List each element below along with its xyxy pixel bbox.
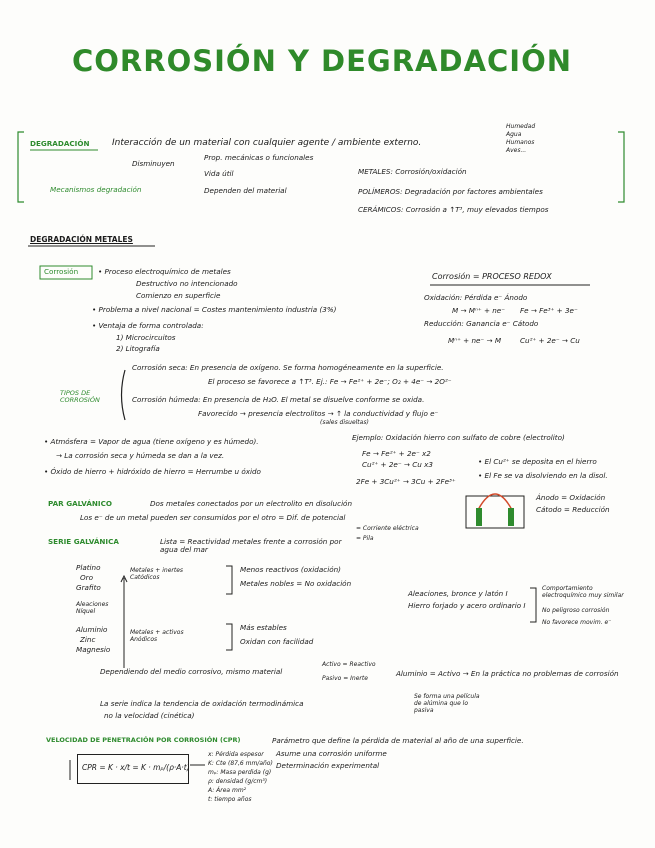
no-favorece: No favorece movim. e⁻ <box>542 619 612 626</box>
atmosfera-line1: • Atmósfera = Vapor de agua (tiene oxígeno y es húmedo). <box>44 437 259 446</box>
metal-aluminio: Aluminio <box>76 625 108 634</box>
eq-total: 2Fe + 3Cu²⁺ → 3Cu + 2Fe³⁺ <box>356 477 456 486</box>
cu-deposita: • El Cu²⁺ se deposita en el hierro <box>478 457 597 466</box>
humeda-text: Corrosión húmeda: En presencia de H₂O. El metal se disuelve conforme se oxida. <box>132 395 425 404</box>
nobles-catodicos: Metales + inertes Catódicos <box>130 567 184 581</box>
dependiendo-medio: Dependiendo del medio corrosivo, mismo material <box>100 667 283 676</box>
pila-text: = Pila <box>356 535 374 542</box>
sales-text: (sales disueltas) <box>320 419 369 426</box>
par-text: Dos metales conectados por un electrolito en disolución <box>150 499 353 508</box>
pasivo-inerte: Pasivo = Inerte <box>322 675 368 682</box>
corrosion-label: Corrosión <box>44 267 79 276</box>
aluminio-activo: Aluminio = Activo → En la práctica no problemas de corrosión <box>396 669 619 678</box>
atmosfera-line3: • Óxido de hierro + hidróxido de hierro = Herrumbe u óxido <box>44 467 261 476</box>
tendencia-oxidacion: La serie indica la tendencia de oxidación termodinámica <box>100 699 304 708</box>
catodo-text: Cátodo = Reducción <box>536 505 610 514</box>
determinacion-experimental: Determinación experimental <box>276 761 380 770</box>
hierro-forjado: Hierro forjado y acero ordinario I <box>408 601 526 610</box>
problema-text: • Problema a nivel nacional = Costes mantenimiento industria (3%) <box>92 305 337 314</box>
var-k: K: Cte (87,6 mm/año) <box>208 760 273 767</box>
ox-eq-2: Fe → Fe³⁺ + 3e⁻ <box>520 306 578 315</box>
cpr-formula: CPR = K · x/t = K · mₚ/(ρ·A·t) <box>82 763 190 772</box>
metal-zinc: Zinc <box>80 635 96 644</box>
vida-util-text: Vida útil <box>204 169 234 178</box>
agent-1: Humedad <box>506 123 536 130</box>
oxidan-facilidad: Oxidan con facilidad <box>240 637 314 646</box>
var-x: x: Pérdida espesor <box>208 751 264 758</box>
var-mp: mₚ: Masa perdida (g) <box>208 769 272 776</box>
metal-platino: Platino <box>76 563 101 572</box>
metales-text: METALES: Corrosión/oxidación <box>358 167 467 176</box>
disminuyen-text: Disminuyen <box>132 159 175 168</box>
aleaciones-bronce: Aleaciones, bronce y latón I <box>408 589 508 598</box>
serie-galvanica-label: SERIE GALVÁNICA <box>48 537 119 546</box>
oxidacion-text: Oxidación: Pérdida e⁻ Ánodo <box>424 293 528 302</box>
cpr-text: Parámetro que define la pérdida de material al año de una superficie. <box>272 736 524 745</box>
eq-fe: Fe → Fe²⁺ + 2e⁻ x2 <box>362 449 431 458</box>
agent-3: Humanos <box>506 139 535 146</box>
pelicula-alumina: Se forma una película de alúmina que lo pasiva <box>414 693 480 714</box>
comienzo-text: Comienzo en superficie <box>136 291 221 300</box>
ejemplo-text: Ejemplo: Oxidación hierro con sulfato de cobre (electrolito) <box>352 433 565 442</box>
menos-reactivos: Menos reactivos (oxidación) <box>240 565 341 574</box>
ceramicos-text: CERÁMICOS: Corrosión a ↑T³, muy elevados tiempos <box>358 205 549 214</box>
metal-magnesio: Magnesio <box>76 645 111 654</box>
degradacion-definition: Interacción de un material con cualquier agente / ambiente externo. <box>112 138 422 148</box>
activo-reactivo: Activo = Reactivo <box>322 661 376 668</box>
mecanismos-text: Mecanismos degradación <box>50 185 142 194</box>
reduccion-text: Reducción: Ganancia e⁻ Cátodo <box>424 319 539 328</box>
red-eq-1: Mⁿ⁺ + ne⁻ → M <box>448 336 502 345</box>
velocidad-cinetica: no la velocidad (cinética) <box>104 711 195 720</box>
props-text: Prop. mecánicas o funcionales <box>204 153 314 162</box>
litografia-text: 2) Litografía <box>116 344 160 353</box>
par-text-2: Los e⁻ de un metal pueden ser consumidos por el otro = Dif. de potencial <box>80 513 346 522</box>
seca-text: Corrosión seca: En presencia de oxígeno. Se forma homogéneamente en la superficie. <box>132 363 444 372</box>
atmosfera-line2: → La corrosión seca y húmeda se dan a la vez. <box>56 451 225 460</box>
destructivo-text: Destructivo no intencionado <box>136 279 238 288</box>
redox-title: Corrosión = PROCESO REDOX <box>432 272 552 281</box>
metal-oro: Oro <box>80 573 94 582</box>
serie-text: Lista = Reactividad metales frente a corrosión por agua del mar <box>160 537 342 555</box>
par-galvanico-label: PAR GALVÁNICO <box>48 499 112 508</box>
anodo-text: Ánodo = Oxidación <box>536 493 606 502</box>
polimeros-text: POLÍMEROS: Degradación por factores ambientales <box>358 187 543 196</box>
red-eq-2: Cu²⁺ + 2e⁻ → Cu <box>520 336 580 345</box>
var-t: t: tiempo años <box>208 796 252 803</box>
degradacion-label: DEGRADACIÓN <box>30 139 90 148</box>
metales-heading: DEGRADACIÓN METALES <box>30 235 133 244</box>
no-peligroso: No peligroso corrosión <box>542 607 610 614</box>
cpr-label: VELOCIDAD DE PENETRACIÓN POR CORROSIÓN (CPR) <box>46 736 241 744</box>
comportamiento-similar: Comportamiento electroquímico muy similar <box>542 585 624 599</box>
asume-uniforme: Asume una corrosión uniforme <box>276 749 387 758</box>
corriente-text: = Corriente eléctrica <box>356 525 419 532</box>
proceso-text: • Proceso electroquímico de metales <box>98 267 231 276</box>
metal-grafito: Grafito <box>76 583 101 592</box>
agent-2: Agua <box>506 131 522 138</box>
page-title: CORROSIÓN Y DEGRADACIÓN <box>72 44 573 78</box>
fe-disuelve: • El Fe se va disolviendo en la disol. <box>478 471 608 480</box>
agent-4: Aves... <box>506 147 527 154</box>
metales-nobles: Metales nobles = No oxidación <box>240 579 352 588</box>
dependen-text: Dependen del material <box>204 186 287 195</box>
var-a: A: Área mm² <box>208 787 247 794</box>
favorecido-text: Favorecido → presencia electrolitos → ↑ la conductividad y flujo e⁻ <box>198 409 439 418</box>
eq-cu: Cu²⁺ + 2e⁻ → Cu x3 <box>362 460 433 469</box>
var-rho: ρ: densidad (g/cm³) <box>208 778 268 785</box>
tipos-label: TIPOS DE CORROSIÓN <box>60 389 100 405</box>
activos-anodicos: Metales + activos Anódicos <box>130 629 184 643</box>
microcircuitos-text: 1) Microcircuitos <box>116 333 176 342</box>
seca-detail: El proceso se favorece a ↑T³. Ej.: Fe → Fe²⁺ + 2e⁻; O₂ + 4e⁻ → 2O²⁻ <box>208 377 452 386</box>
cpr-formula-box <box>77 754 189 784</box>
ox-eq-1: M → Mⁿ⁺ + ne⁻ <box>452 306 506 315</box>
ventaja-text: • Ventaja de forma controlada: <box>92 321 204 330</box>
metal-aleaciones-niquel: Aleaciones Níquel <box>76 601 109 615</box>
mas-estables: Más estables <box>240 623 287 632</box>
